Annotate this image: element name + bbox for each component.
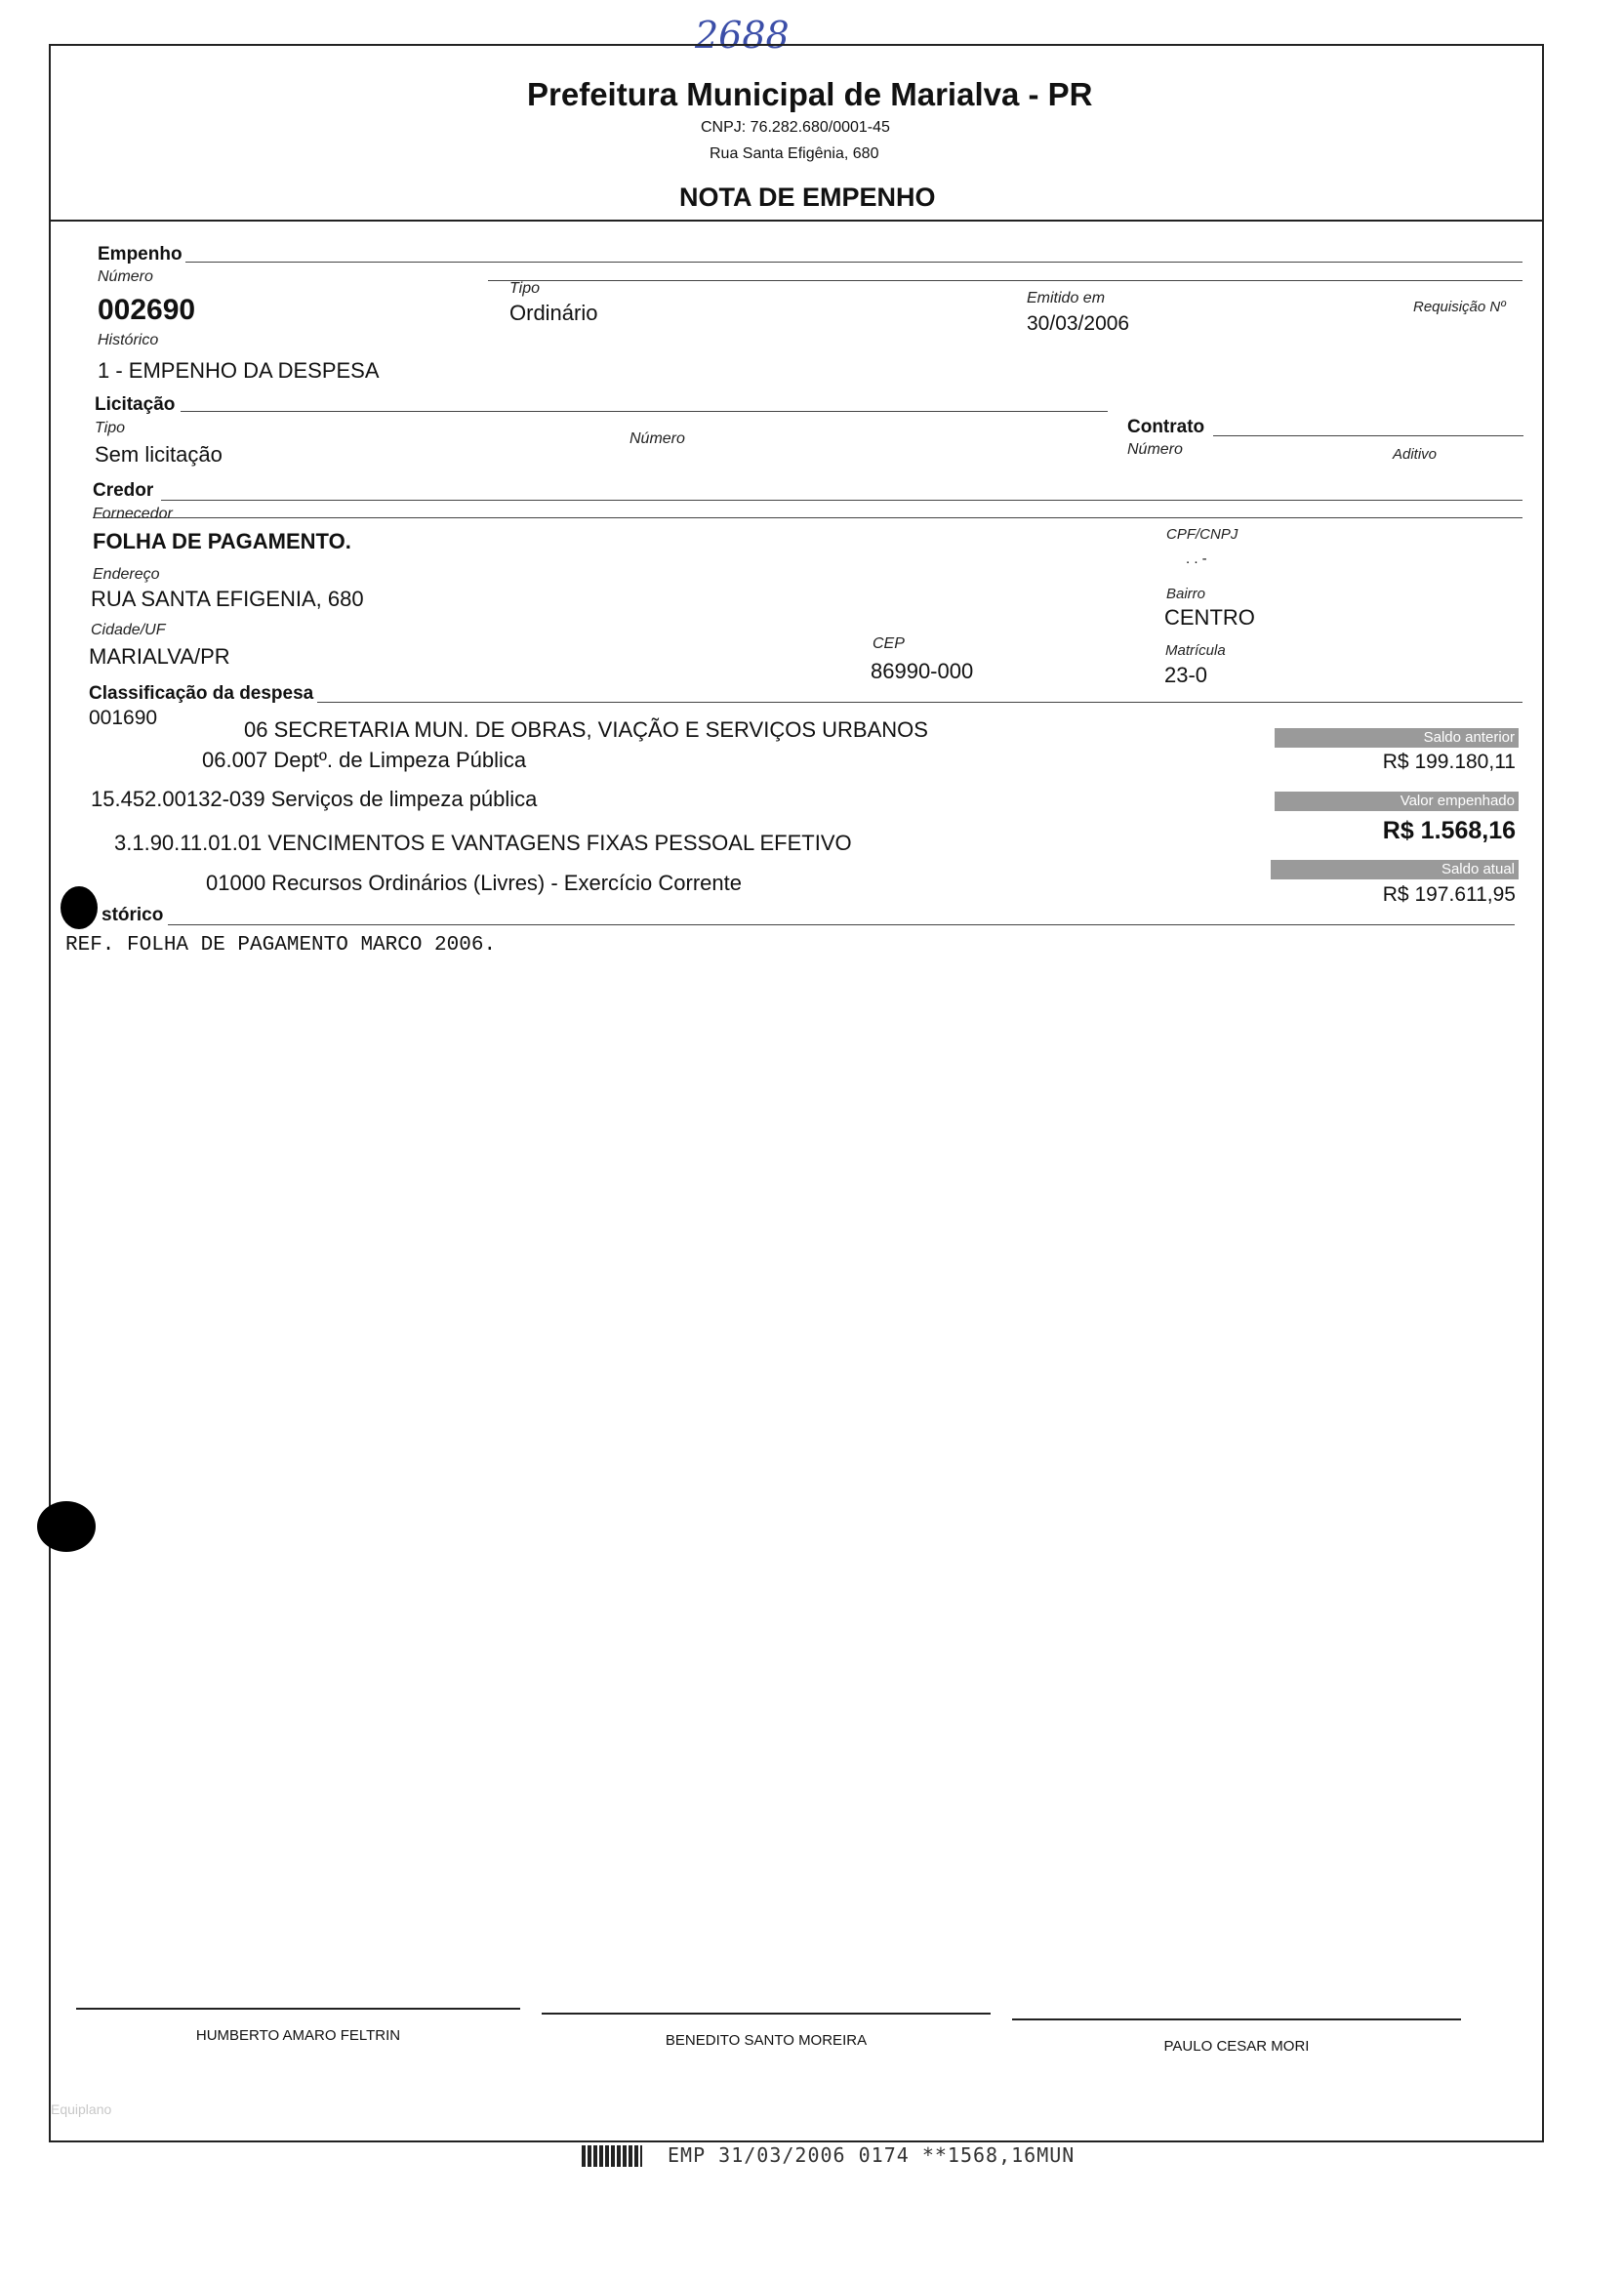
- requisicao-label: Requisição Nº: [1413, 299, 1506, 315]
- bairro-value: CENTRO: [1164, 605, 1255, 630]
- header-divider: [49, 220, 1544, 222]
- emitido-date: 30/03/2006: [1027, 312, 1130, 335]
- fornecedor-name: FOLHA DE PAGAMENTO.: [93, 529, 351, 553]
- classificacao-rule: [317, 702, 1522, 703]
- licitacao-numero-label: Número: [629, 430, 685, 447]
- signature-line-3: [1012, 2018, 1461, 2020]
- saldo-anterior-label: Saldo anterior: [1275, 728, 1519, 748]
- matricula-value: 23-0: [1164, 663, 1208, 687]
- licitacao-tipo-label: Tipo: [95, 420, 125, 436]
- historico-label: Histórico: [98, 332, 159, 348]
- signature-name-3: PAULO CESAR MORI: [1163, 2038, 1310, 2055]
- saldo-anterior-value: R$ 199.180,11: [1382, 751, 1516, 773]
- classificacao-section-title: Classificação da despesa: [89, 683, 314, 704]
- header-address: Rua Santa Efigênia, 680: [710, 145, 879, 162]
- classificacao-code: 001690: [89, 707, 158, 729]
- licitacao-tipo: Sem licitação: [95, 442, 223, 467]
- classificacao-funcional: 15.452.00132-039 Serviços de limpeza pública: [91, 787, 538, 811]
- classificacao-orgao: 06 SECRETARIA MUN. DE OBRAS, VIAÇÃO E SERVIÇOS URBANOS: [244, 717, 928, 742]
- stamp-text: EMP 31/03/2006 0174 **1568,16MUN: [668, 2143, 1076, 2167]
- classificacao-elemento: 3.1.90.11.01.01 VENCIMENTOS E VANTAGENS FIXAS PESSOAL EFETIVO: [114, 831, 852, 855]
- empenho-rule: [185, 262, 1522, 263]
- credor-inner-rule: [93, 517, 1522, 518]
- empenho-numero: 002690: [98, 294, 196, 326]
- matricula-label: Matrícula: [1165, 642, 1226, 659]
- punch-hole-bottom: [37, 1501, 96, 1552]
- cep-label: CEP: [873, 635, 905, 652]
- endereco-label: Endereço: [93, 566, 160, 583]
- empenho-historico: 1 - EMPENHO DA DESPESA: [98, 358, 380, 383]
- emitido-label: Emitido em: [1027, 290, 1106, 306]
- fornecedor-label: Fornecedor: [93, 506, 173, 522]
- empenho-tipo-label: Tipo: [509, 280, 540, 297]
- valor-empenhado-label: Valor empenhado: [1275, 792, 1519, 811]
- signature-line-1: [76, 2008, 520, 2010]
- classificacao-unidade: 06.007 Deptº. de Limpeza Pública: [202, 748, 527, 772]
- contrato-section-title: Contrato: [1127, 417, 1205, 437]
- valor-empenhado-value: R$ 1.568,16: [1382, 817, 1516, 844]
- cnpj-text: CNPJ: 76.282.680/0001-45: [701, 119, 890, 136]
- contrato-aditivo-label: Aditivo: [1393, 446, 1438, 463]
- empenho-inner-rule: [488, 280, 1522, 281]
- cpf-cnpj-label: CPF/CNPJ: [1166, 526, 1238, 543]
- signature-name-1: HUMBERTO AMARO FELTRIN: [195, 2027, 401, 2044]
- cidade-value: MARIALVA/PR: [89, 644, 230, 669]
- punch-hole-top: [61, 886, 98, 929]
- contrato-numero-label: Número: [1127, 441, 1183, 458]
- licitacao-section-title: Licitação: [95, 394, 176, 415]
- credor-rule: [161, 500, 1522, 501]
- cidade-label: Cidade/UF: [91, 622, 166, 638]
- saldo-atual-value: R$ 197.611,95: [1382, 883, 1516, 906]
- signature-line-2: [542, 2013, 991, 2015]
- empenho-tipo: Ordinário: [509, 301, 598, 325]
- licitacao-rule: [181, 411, 1108, 412]
- signature-name-2: BENEDITO SANTO MOREIRA: [665, 2032, 868, 2049]
- bairro-label: Bairro: [1166, 586, 1206, 602]
- stamp-barcode-icon: [582, 2145, 642, 2167]
- historico-rule: [168, 924, 1515, 925]
- footer-brand: Equiplano: [51, 2101, 112, 2117]
- historico-section-title: stórico: [102, 905, 164, 925]
- credor-section-title: Credor: [93, 480, 154, 501]
- contrato-rule: [1213, 435, 1523, 436]
- endereco-value: RUA SANTA EFIGENIA, 680: [91, 587, 364, 611]
- classificacao-recurso: 01000 Recursos Ordinários (Livres) - Exercício Corrente: [206, 871, 742, 895]
- cpf-cnpj-value: . . -: [1186, 550, 1207, 567]
- historico-text: REF. FOLHA DE PAGAMENTO MARCO 2006.: [65, 934, 497, 957]
- document-title: NOTA DE EMPENHO: [679, 183, 936, 212]
- empenho-numero-label: Número: [98, 268, 153, 285]
- handwritten-page-number: 2688: [695, 14, 790, 57]
- saldo-atual-label: Saldo atual: [1271, 860, 1519, 879]
- empenho-section-title: Empenho: [98, 244, 183, 265]
- cep-value: 86990-000: [871, 659, 974, 683]
- municipality-title: Prefeitura Municipal de Marialva - PR: [527, 76, 1093, 112]
